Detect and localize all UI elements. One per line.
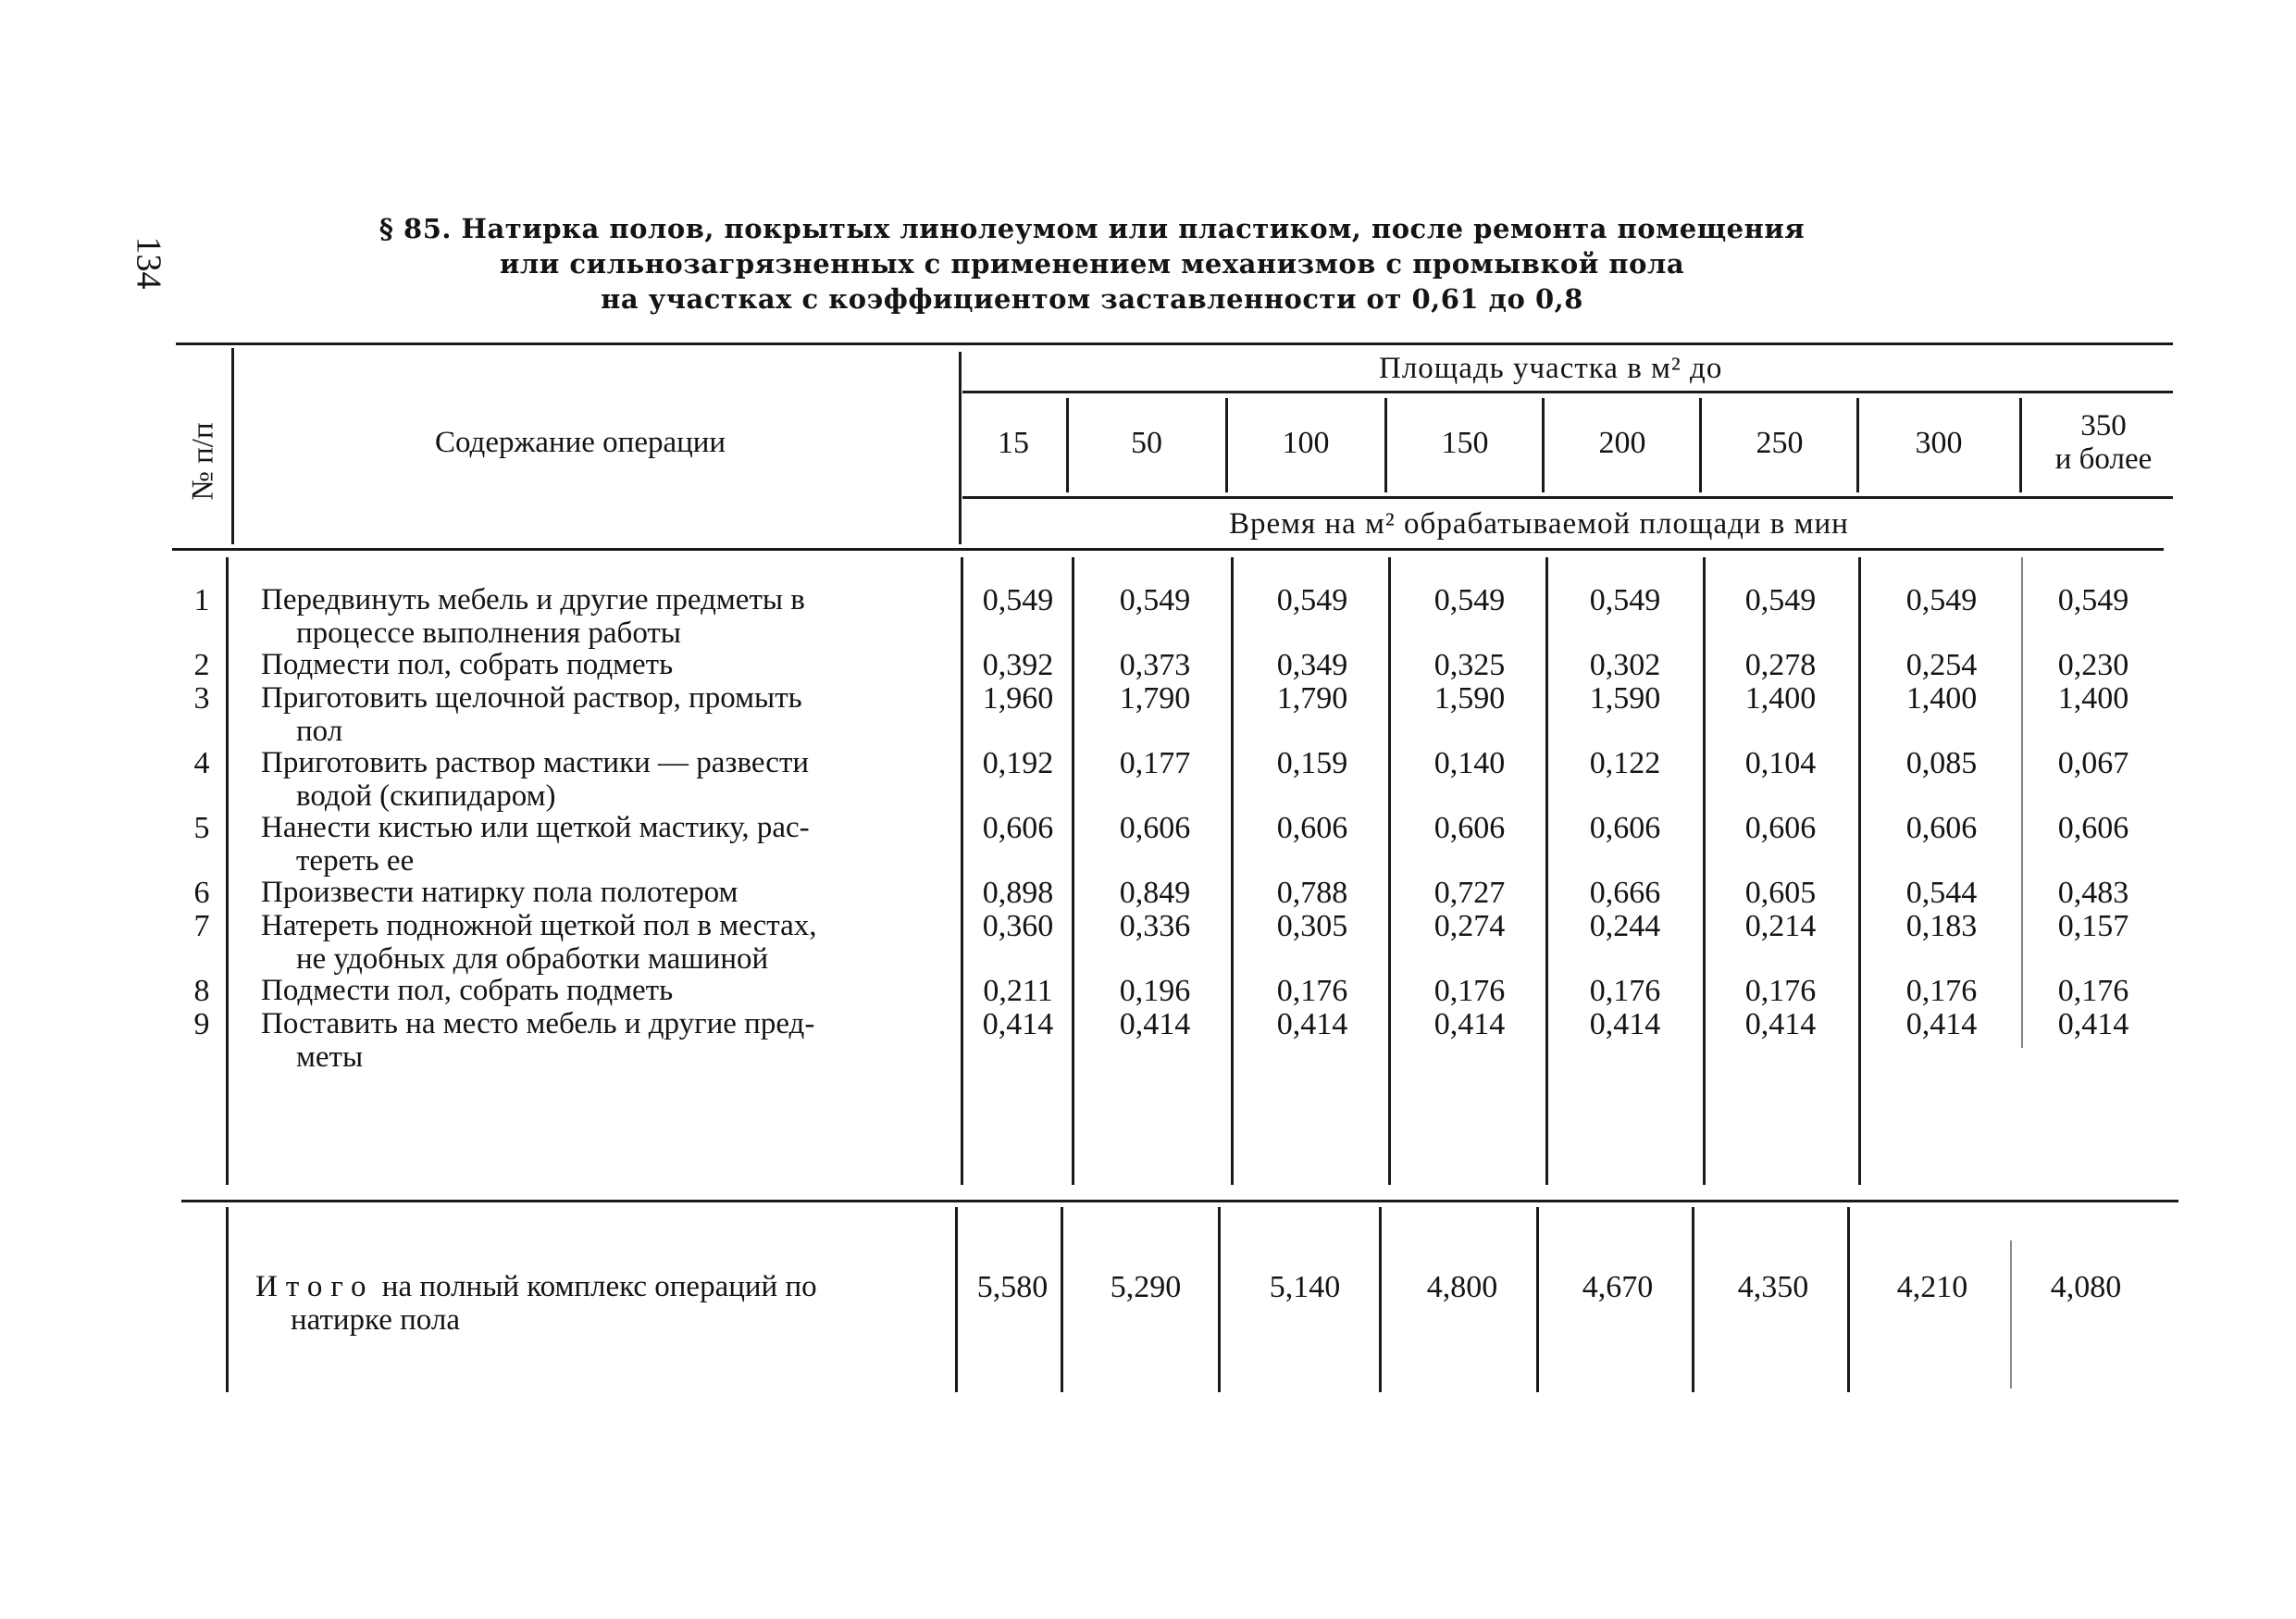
operation-text (261, 909, 957, 976)
header-bottom-rule (172, 548, 2164, 551)
value-cell: 0,483 (2057, 876, 2129, 910)
operation-text-line2: водой (скипидаром) (296, 779, 556, 813)
value-cell: 0,176 (1589, 974, 1661, 1008)
value-cell: 0,549 (982, 583, 1054, 617)
value-cell: 0,122 (1589, 746, 1661, 780)
value-cell: 0,373 (1119, 648, 1191, 682)
col-head-350-line1: 350 (2080, 409, 2127, 442)
value-cell: 0,176 (1905, 974, 1978, 1008)
hdr-vline-num (231, 348, 234, 544)
value-cell: 0,727 (1433, 876, 1506, 910)
value-cell: 0,414 (982, 1007, 1054, 1041)
value-cell: 0,176 (1744, 974, 1817, 1008)
col-head-15: 15 (998, 426, 1029, 460)
value-cell: 0,606 (1744, 811, 1817, 845)
total-label (255, 1270, 959, 1337)
operation-text-line1: Произвести натирку пола полотером (261, 876, 738, 909)
col-head-250: 250 (1756, 426, 1804, 460)
operation-text-line2: пол (296, 715, 343, 748)
value-cell: 0,085 (1905, 746, 1978, 780)
value-cell: 0,196 (1119, 974, 1191, 1008)
operation-text-line1: Передвинуть мебель и другие предметы в (261, 583, 805, 616)
value-cell: 0,549 (1433, 583, 1506, 617)
value-cell: 0,104 (1744, 746, 1817, 780)
time-header: Время на м² обрабатываемой площади в мин (1229, 507, 1849, 541)
value-cell: 1,590 (1433, 681, 1506, 716)
operation-text (261, 974, 957, 1007)
value-cell: 0,549 (1119, 583, 1191, 617)
total-vline-num (226, 1207, 229, 1392)
value-cell: 0,414 (1276, 1007, 1348, 1041)
value-cell: 0,414 (1589, 1007, 1661, 1041)
col-head-150: 150 (1441, 426, 1489, 460)
value-cell: 0,214 (1744, 909, 1817, 943)
total-vline-c4 (1536, 1207, 1539, 1392)
section-title (352, 211, 1832, 317)
operation-text-line1: Нанести кистью или щеткой мастику, рас- (261, 811, 810, 844)
value-cell: 0,278 (1744, 648, 1817, 682)
operation-header: Содержание операции (435, 426, 726, 459)
value-cell: 0,336 (1119, 909, 1191, 943)
value-cell: 0,549 (1744, 583, 1817, 617)
body-vline-c4 (1545, 557, 1548, 1185)
total-vline-c7 (2010, 1240, 2012, 1389)
col-head-350 (2034, 409, 2173, 476)
body-vline-c7 (2021, 557, 2023, 1048)
value-cell: 0,606 (1119, 811, 1191, 845)
operation-text-line2: тереть ее (296, 844, 415, 878)
value-cell: 0,549 (1276, 583, 1348, 617)
value-cell: 0,176 (1433, 974, 1506, 1008)
body-vline-c2 (1231, 557, 1234, 1185)
value-cell: 0,605 (1744, 876, 1817, 910)
total-vline-c5 (1692, 1207, 1694, 1392)
value-cell: 0,666 (1589, 876, 1661, 910)
total-value-cell: 4,210 (1896, 1270, 1968, 1304)
col-head-50: 50 (1131, 426, 1162, 460)
operation-text (261, 583, 957, 650)
value-cell: 0,211 (983, 974, 1053, 1008)
operation-text-line1: Поставить на место мебель и другие пред- (261, 1007, 815, 1040)
value-cell: 0,606 (1433, 811, 1506, 845)
totals-top-rule (181, 1200, 2178, 1202)
value-cell: 0,414 (1433, 1007, 1506, 1041)
total-value-cell: 4,350 (1737, 1270, 1809, 1304)
total-value-cell: 5,580 (976, 1270, 1049, 1304)
value-cell: 0,414 (1905, 1007, 1978, 1041)
row-number: 7 (193, 909, 210, 943)
row-number-header: № п/п (186, 422, 220, 501)
body-vline-c5 (1703, 557, 1706, 1185)
row-number: 6 (193, 876, 210, 910)
operation-text (261, 1007, 957, 1074)
value-cell: 0,414 (1744, 1007, 1817, 1041)
title-line-2: или сильнозагрязненных с применением механизмов с промывкой пола (499, 248, 1685, 280)
row-number: 2 (193, 648, 210, 682)
value-cell: 0,360 (982, 909, 1054, 943)
value-cell: 0,183 (1905, 909, 1978, 943)
total-value-cell: 4,670 (1582, 1270, 1654, 1304)
value-cell: 0,305 (1276, 909, 1348, 943)
operation-text (261, 746, 957, 813)
value-cell: 0,788 (1276, 876, 1348, 910)
total-value-cell: 5,290 (1110, 1270, 1182, 1304)
value-cell: 0,157 (2057, 909, 2129, 943)
value-cell: 0,606 (1276, 811, 1348, 845)
row-number: 3 (193, 681, 210, 716)
value-cell: 0,549 (2057, 583, 2129, 617)
table-top-rule (176, 342, 2173, 345)
area-header: Площадь участка в м² до (1379, 352, 1723, 385)
total-label-line2: натирке пола (291, 1303, 460, 1337)
row-number: 5 (193, 811, 210, 845)
operation-text-line1: Приготовить раствор мастики — развести (261, 746, 810, 779)
operation-text-line2: не удобных для обработки машиной (296, 942, 769, 976)
value-cell: 0,159 (1276, 746, 1348, 780)
col-head-200: 200 (1598, 426, 1646, 460)
value-cell: 1,400 (2057, 681, 2129, 716)
value-cell: 0,176 (2057, 974, 2129, 1008)
value-cell: 0,898 (982, 876, 1054, 910)
operation-text (261, 876, 957, 909)
value-cell: 0,244 (1589, 909, 1661, 943)
value-cell: 0,606 (1589, 811, 1661, 845)
operation-text-line1: Натереть подножной щеткой пол в местах, (261, 909, 817, 942)
total-vline-c3 (1379, 1207, 1382, 1392)
operation-text-line1: Приготовить щелочной раствор, промыть (261, 681, 802, 715)
value-cell: 0,176 (1276, 974, 1348, 1008)
title-line-3: на участках с коэффициентом заставленности от 0,61 до 0,8 (601, 283, 1583, 315)
operation-text (261, 648, 957, 681)
value-cell: 0,274 (1433, 909, 1506, 943)
value-cell: 1,790 (1276, 681, 1348, 716)
total-label-rest: на полный комплекс операций по (381, 1270, 817, 1303)
operation-text-line1: Подмести пол, собрать подметь (261, 648, 674, 681)
value-cell: 0,349 (1276, 648, 1348, 682)
total-value-cell: 5,140 (1269, 1270, 1341, 1304)
total-vline-c2 (1218, 1207, 1221, 1392)
total-value-cell: 4,080 (2050, 1270, 2122, 1304)
row-number: 9 (193, 1007, 210, 1041)
columns-rule (962, 496, 2173, 499)
operation-text-line2: процессе выполнения работы (296, 616, 681, 650)
value-cell: 0,177 (1119, 746, 1191, 780)
operation-text (261, 681, 957, 748)
total-vline-c6 (1847, 1207, 1850, 1392)
value-cell: 0,544 (1905, 876, 1978, 910)
col-head-350-line2: и более (2054, 442, 2153, 476)
value-cell: 0,230 (2057, 648, 2129, 682)
total-label-word: Итого (255, 1270, 375, 1303)
value-cell: 0,140 (1433, 746, 1506, 780)
value-cell: 0,849 (1119, 876, 1191, 910)
col-head-300: 300 (1915, 426, 1963, 460)
title-line-1: § 85. Натирка полов, покрытых линолеумом или пластиком, после ремонта помещения (379, 213, 1806, 244)
body-vline-c3 (1388, 557, 1391, 1185)
value-cell: 0,254 (1905, 648, 1978, 682)
body-vline-num (226, 557, 229, 1185)
value-cell: 1,400 (1905, 681, 1978, 716)
operation-text (261, 811, 957, 878)
value-cell: 0,549 (1905, 583, 1978, 617)
value-cell: 0,414 (2057, 1007, 2129, 1041)
value-cell: 0,606 (2057, 811, 2129, 845)
value-cell: 0,606 (1905, 811, 1978, 845)
value-cell: 0,606 (982, 811, 1054, 845)
value-cell: 1,590 (1589, 681, 1661, 716)
page-number: 134 (129, 236, 168, 290)
row-number: 4 (193, 746, 210, 780)
value-cell: 0,392 (982, 648, 1054, 682)
value-cell: 0,325 (1433, 648, 1506, 682)
operation-text-line2: меты (296, 1040, 364, 1074)
value-cell: 1,400 (1744, 681, 1817, 716)
value-cell: 0,067 (2057, 746, 2129, 780)
col-head-100: 100 (1282, 426, 1330, 460)
row-number: 8 (193, 974, 210, 1008)
value-cell: 0,414 (1119, 1007, 1191, 1041)
hdr-vline-c7 (2019, 398, 2022, 492)
body-vline-c6 (1858, 557, 1861, 1185)
value-cell: 1,790 (1119, 681, 1191, 716)
area-header-rule (962, 391, 2173, 393)
value-cell: 0,192 (982, 746, 1054, 780)
value-cell: 0,549 (1589, 583, 1661, 617)
value-cell: 1,960 (982, 681, 1054, 716)
row-number: 1 (193, 583, 210, 617)
operation-text-line1: Подмести пол, собрать подметь (261, 974, 674, 1007)
value-cell: 0,302 (1589, 648, 1661, 682)
total-value-cell: 4,800 (1426, 1270, 1498, 1304)
